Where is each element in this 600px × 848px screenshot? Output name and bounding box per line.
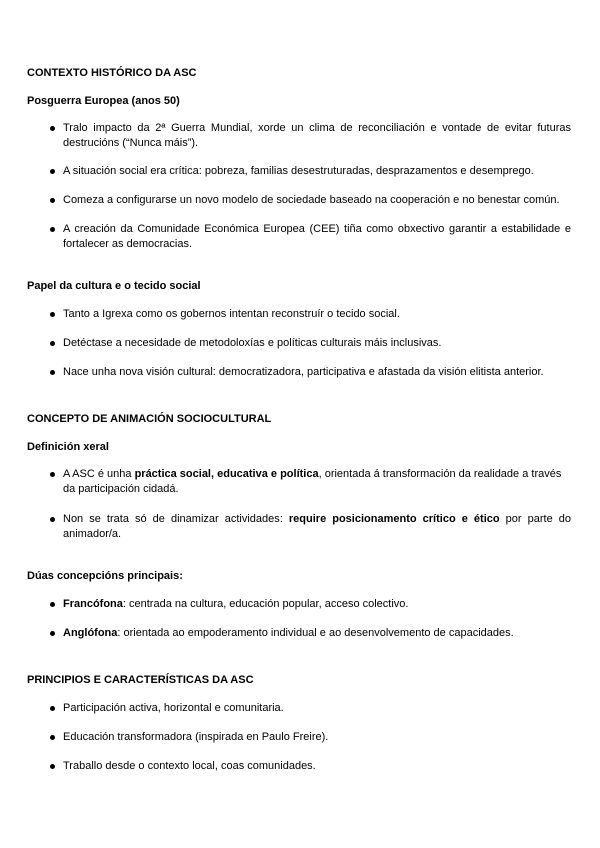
list-item: A creación da Comunidade Económica Europea (CEE) tiña como obxectivo garantir a estabilidade e fortalecer as democracias.: [63, 223, 571, 250]
subheading-cultura: Papel da cultura e o tecido social: [27, 280, 201, 292]
item-emphasis: require posicionamento crítico e ético: [288, 513, 500, 525]
subheading-concepcions: Dúas concepcións principais:: [27, 570, 183, 582]
item-text: A ASC é unha: [63, 468, 135, 480]
bullet-icon: [50, 597, 60, 607]
list-item: Tralo impacto da 2ª Guerra Mundial, xorde un clima de reconciliación e vontade de evitar futuras destrucións (“Nunca máis”).: [63, 122, 571, 149]
bullet-icon: [50, 701, 60, 711]
bullet-icon: [50, 121, 60, 131]
list-item: Educación transformadora (inspirada en Paulo Freire).: [63, 731, 329, 743]
list-item: [63, 467, 571, 496]
item-text: : centrada na cultura, educación popular, acceso colectivo.: [122, 598, 409, 610]
item-text: , orientada á transformación da realidade a través da participación cidadá.: [63, 468, 562, 495]
list-item: [63, 626, 571, 641]
bullet-icon: [50, 222, 60, 232]
bullet-icon: [50, 626, 60, 636]
section-heading-contexto: CONTEXTO HISTÓRICO DA ASC: [27, 67, 197, 79]
list-item: A situación social era crítica: pobreza, familias desestruturadas, desprazamentos e desemprego.: [63, 165, 534, 177]
list-item: Detéctase a necesidade de metodoloxías e políticas culturais máis inclusivas.: [63, 337, 442, 349]
list-item: [63, 597, 571, 612]
subheading-posguerra: Posguerra Europea (anos 50): [27, 95, 180, 107]
bullet-icon: [50, 467, 60, 477]
section-heading-principios: PRINCIPIOS E CARACTERÍSTICAS DA ASC: [27, 674, 254, 686]
list-item: Nace unha nova visión cultural: democratizadora, participativa e afastada da visión elitista anterior.: [63, 366, 544, 378]
item-text: por parte do animador/a.: [63, 513, 571, 540]
list-item: Participación activa, horizontal e comunitaria.: [63, 702, 284, 714]
section-heading-concepto: CONCEPTO DE ANIMACIÓN SOCIOCULTURAL: [27, 413, 272, 425]
item-text: Non se trata só de dinamizar actividades:: [63, 513, 289, 525]
item-emphasis: práctica social, educativa e política: [134, 468, 319, 480]
list-item: Tanto a Igrexa como os gobernos intentan reconstruír o tecido social.: [63, 308, 400, 320]
bullet-icon: [50, 164, 60, 174]
bullet-icon: [50, 512, 60, 522]
bullet-icon: [50, 336, 60, 346]
subheading-definicion: Definición xeral: [27, 441, 109, 453]
list-item: Comeza a configurarse un novo modelo de sociedade baseado na cooperación e no benestar común.: [63, 194, 560, 206]
bullet-icon: [50, 307, 60, 317]
bullet-icon: [50, 730, 60, 740]
item-text: : orientada ao empoderamento individual e ao desenvolvemento de capacidades.: [117, 627, 514, 639]
list-item: [63, 512, 571, 541]
list-item: Traballo desde o contexto local, coas comunidades.: [63, 760, 316, 772]
bullet-icon: [50, 759, 60, 769]
item-emphasis: Anglófona: [63, 627, 118, 639]
item-emphasis: Francófona: [63, 598, 123, 610]
bullet-icon: [50, 365, 60, 375]
bullet-icon: [50, 193, 60, 203]
